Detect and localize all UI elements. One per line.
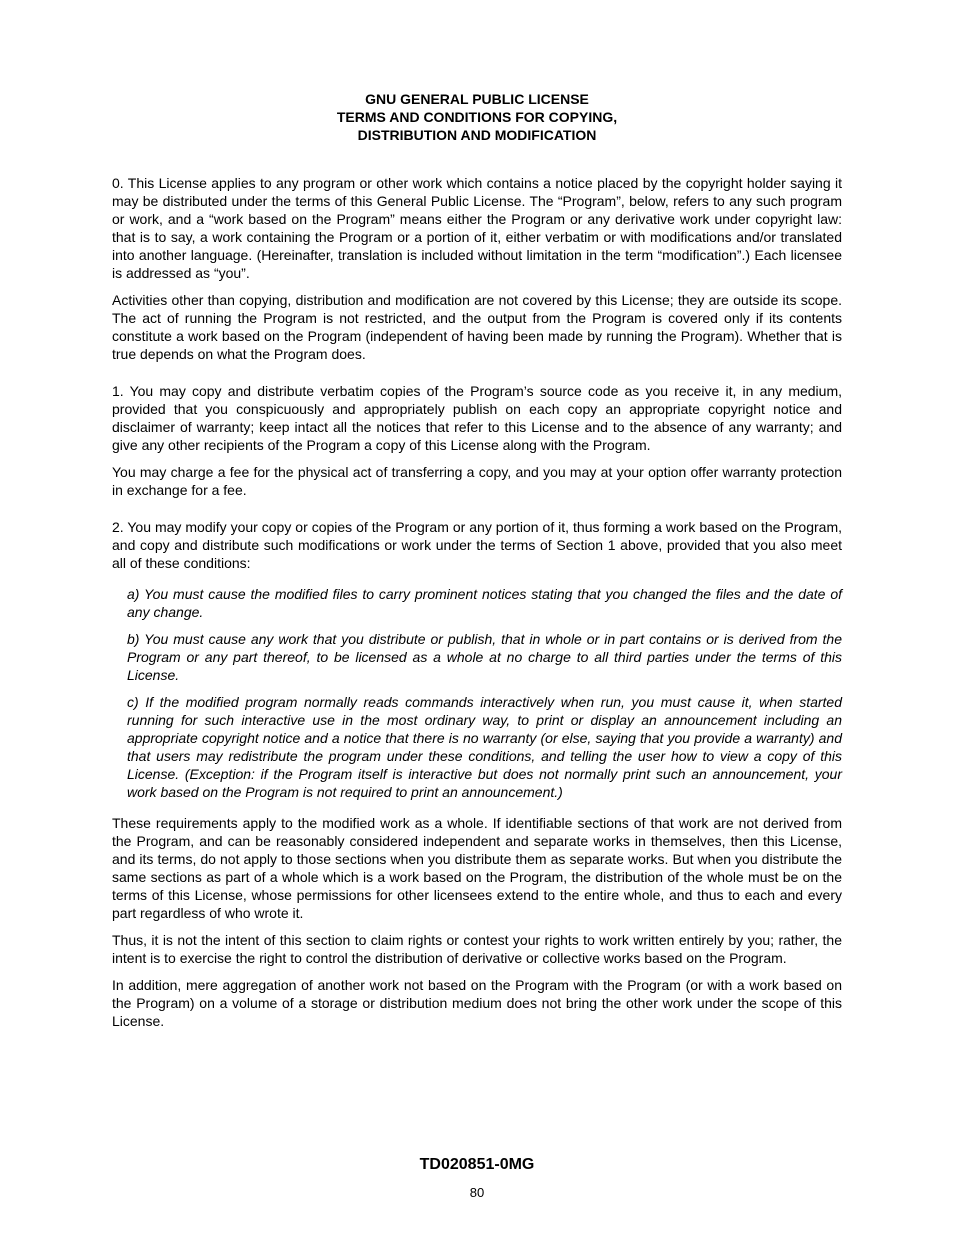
- page-title: [112, 90, 842, 144]
- section-2-aggregation-paragraph: In addition, mere aggregation of another work not based on the Program with the Program (or with a work based on the Program) on a volume of a storage or distribution medium does not bring the other work under the scope of this License.: [112, 977, 842, 1029]
- section-1-fee-paragraph: You may charge a fee for the physical act of transferring a copy, and you may at your option offer warranty protection in exchange for a fee.: [112, 464, 842, 498]
- section-0-paragraph: 0. This License applies to any program or other work which contains a notice placed by the copyright holder saying it may be distributed under the terms of this General Public License. The “Program”, below, refers to any such program or work, and a “work based on the Program” means either the Program or any derivative work under copyright law: that is to say, a work containing the Program or a portion of it, either verbatim or with modifications and/or translated into another language. (Hereinafter, translation is included without limitation in the term “modification”.) Each licensee is addressed as “you”.: [112, 175, 842, 281]
- document-page: [112, 90, 842, 1030]
- title-line-3: DISTRIBUTION AND MODIFICATION: [357, 127, 597, 143]
- section-2-requirements-paragraph: These requirements apply to the modified work as a whole. If identifiable sections of that work are not derived from the Program, and can be reasonably considered independent and separate works in themselves, then this License, and its terms, do not apply to those sections when you distribute them as separate works. But when you distribute the same sections as part of a whole which is a work based on the Program, the distribution of the whole must be on the terms of this License, whose permissions for other licensees extend to the entire whole, and thus to each and every part regardless of who wrote it.: [112, 815, 842, 921]
- section-2-intent-paragraph: Thus, it is not the intent of this section to claim rights or contest your rights to work written entirely by you; rather, the intent is to exercise the right to control the distribution of derivative or collective works based on the Program.: [112, 932, 842, 966]
- title-line-2: TERMS AND CONDITIONS FOR COPYING,: [336, 109, 618, 125]
- document-code: TD020851-0MG: [419, 1156, 535, 1173]
- section-2-condition-c: c) If the modified program normally reads commands interactively when run, you must cause it, when started running for such interactive use in the most ordinary way, to print or display an announcement including an appropriate copyright notice and a notice that there is no warranty (or else, saying that you provide a warranty) and that users may redistribute the program under these conditions, and telling the user how to view a copy of this License. (Exception: if the Program itself is interactive but does not normally print such an announcement, your work based on the Program is not required to print an announcement.): [127, 694, 842, 800]
- title-line-1: GNU GENERAL PUBLIC LICENSE: [365, 91, 589, 107]
- page-number: 80: [469, 1185, 485, 1200]
- section-1-paragraph: 1. You may copy and distribute verbatim copies of the Program’s source code as you receive it, in any medium, provided that you conspicuously and appropriately publish on each copy an appropriate copyright notice and disclaimer of warranty; keep intact all the notices that refer to this License and to the absence of any warranty; and give any other recipients of the Program a copy of this License along with the Program.: [112, 383, 842, 453]
- section-2-paragraph: 2. You may modify your copy or copies of the Program or any portion of it, thus forming a work based on the Program, and copy and distribute such modifications or work under the terms of Section 1 above, provided that you also meet all of these conditions:: [112, 519, 842, 571]
- section-2-condition-b: b) You must cause any work that you distribute or publish, that in whole or in part contains or is derived from the Program or any part thereof, to be licensed as a whole at no charge to all third parties under the terms of this License.: [127, 631, 842, 683]
- section-2-condition-a: a) You must cause the modified files to carry prominent notices stating that you changed the files and the date of any change.: [127, 586, 842, 620]
- section-0-activities-paragraph: Activities other than copying, distribution and modification are not covered by this License; they are outside its scope. The act of running the Program is not restricted, and the output from the Program is covered only if its contents constitute a work based on the Program (independent of having been made by running the Program). Whether that is true depends on what the Program does.: [112, 292, 842, 362]
